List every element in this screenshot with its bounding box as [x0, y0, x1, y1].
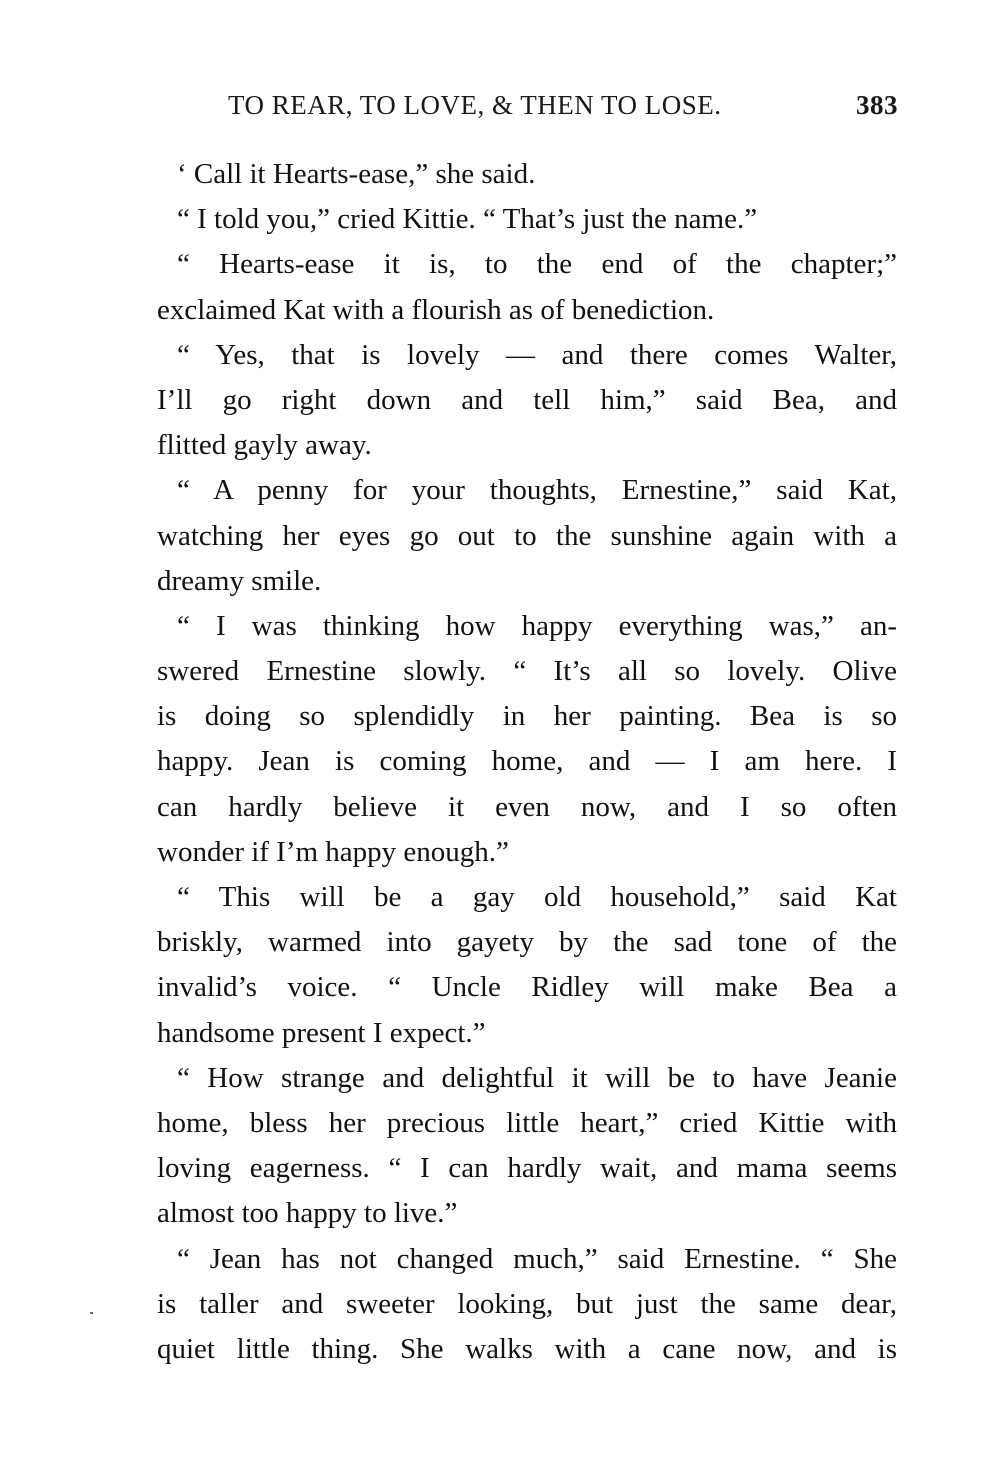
- body-text: [157, 152, 897, 1372]
- text-line: “ A penny for your thoughts, Ernestine,” said Kat,: [177, 474, 897, 507]
- page-number: 383: [856, 90, 898, 120]
- text-line: almost too happy to live.”: [157, 1197, 458, 1230]
- text-line: swered Ernestine slowly. “ It’s all so lovely. Olive: [157, 655, 897, 688]
- text-line: quiet little thing. She walks with a cane now, and is: [157, 1332, 897, 1365]
- text-line: I’ll go right down and tell him,” said Bea, and: [157, 383, 897, 416]
- text-line: is doing so splendidly in her painting. Bea is so: [157, 700, 897, 733]
- text-line: “ I told you,” cried Kittie. “ That’s just the name.”: [177, 203, 758, 236]
- text-line: exclaimed Kat with a flourish as of benediction.: [157, 293, 715, 326]
- running-head-title: TO REAR, TO LOVE, & THEN TO LOSE.: [228, 90, 722, 120]
- text-line: flitted gayly away.: [157, 429, 372, 462]
- text-line: “ Yes, that is lovely — and there comes Walter,: [177, 338, 897, 371]
- text-line: briskly, warmed into gayety by the sad tone of the: [157, 926, 897, 959]
- print-speck: [90, 1312, 93, 1314]
- text-line: is taller and sweeter looking, but just the same dear,: [157, 1287, 897, 1320]
- text-line: dreamy smile.: [157, 564, 322, 597]
- text-line: “ Jean has not changed much,” said Ernestine. “ She: [177, 1242, 897, 1275]
- text-line: home, bless her precious little heart,” cried Kittie with: [157, 1106, 897, 1139]
- text-line: “ Hearts-ease it is, to the end of the chapter;”: [177, 248, 897, 281]
- text-line: wonder if I’m happy enough.”: [157, 835, 509, 868]
- text-line: ‘ Call it Hearts-ease,” she said.: [177, 158, 536, 190]
- text-line: handsome present I expect.”: [157, 1016, 486, 1049]
- text-line: can hardly believe it even now, and I so often: [157, 790, 897, 823]
- text-line: “ How strange and delightful it will be to have Jeanie: [177, 1061, 897, 1094]
- text-line: “ I was thinking how happy everything was,” an-: [177, 609, 897, 642]
- text-line: invalid’s voice. “ Uncle Ridley will make Bea a: [157, 971, 897, 1004]
- text-line: watching her eyes go out to the sunshine again with a: [157, 519, 897, 552]
- text-line: loving eagerness. “ I can hardly wait, and mama seems: [157, 1152, 897, 1185]
- text-line: “ This will be a gay old household,” said Kat: [177, 881, 897, 913]
- text-line: happy. Jean is coming home, and — I am here. I: [157, 745, 897, 778]
